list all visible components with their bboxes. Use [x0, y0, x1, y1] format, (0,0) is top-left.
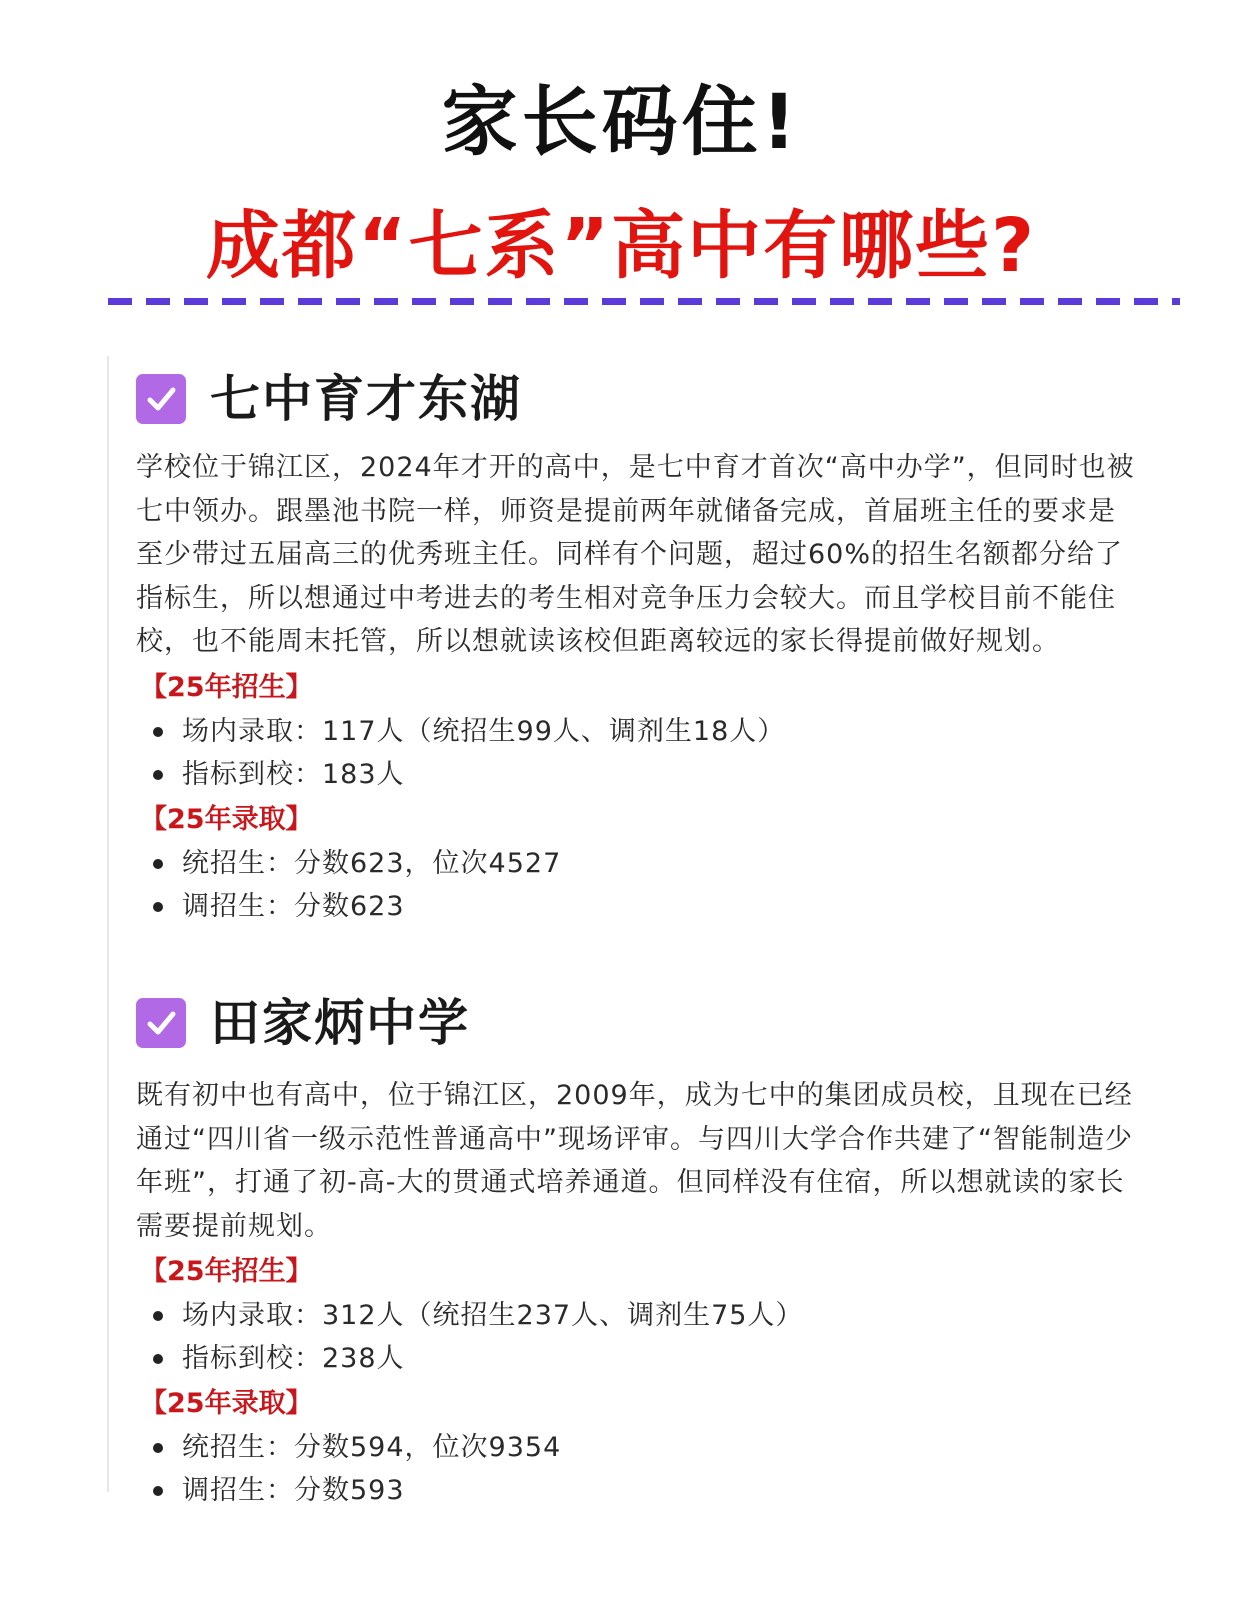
school-description: 学校位于锦江区，2024年才开的高中，是七中育才首次“高中办学”，但同时也被七中领办。跟墨池书院一样，师资是提前两年就储备完成，首届班主任的要求是至少带过五届高三的优秀班主任。同样有个问题，超过60%的招生名额都分给了指标生，所以想通过中考进去的考生相对竞争压力会较大。而且学校目前不能住校，也不能周末托管，所以想就读该校但距离较远的家长得提前做好规划。 — [136, 452, 1135, 657]
list-item — [136, 885, 1176, 928]
list-item — [136, 1337, 1176, 1380]
admission-heading: 【25年录取】 — [140, 1388, 313, 1419]
admission-list — [136, 1426, 1176, 1512]
dashed-divider — [108, 298, 1180, 305]
school-section-tianjiabing — [136, 982, 1176, 1512]
list-item-text: 统招生：分数594，位次9354 — [182, 1432, 562, 1463]
list-item — [136, 1294, 1176, 1337]
list-item — [136, 1426, 1176, 1469]
list-item — [136, 842, 1176, 885]
page-title: 家长码住! — [441, 77, 801, 166]
list-item — [136, 753, 1176, 796]
list-item-text: 场内录取：312人（统招生237人、调剂生75人） — [182, 1300, 804, 1331]
school-description: 既有初中也有高中，位于锦江区，2009年，成为七中的集团成员校，且现在已经通过“四川省一级示范性普通高中”现场评审。与四川大学合作共建了“智能制造少年班”，打通了初-高-大的贯通式培养通道。但同样没有住宿，所以想就读的家长需要提前规划。 — [136, 1080, 1133, 1242]
bullet-icon — [153, 1486, 163, 1496]
section-header — [136, 358, 1176, 440]
school-section-qizhong-yucai-donghu — [136, 358, 1176, 928]
list-item-text: 统招生：分数623，位次4527 — [182, 847, 562, 879]
bullet-icon — [153, 770, 163, 780]
left-border-line — [107, 356, 109, 1492]
list-item — [136, 1469, 1176, 1512]
section-header — [136, 982, 1176, 1064]
checkmark-icon — [144, 1006, 178, 1040]
page-subtitle: 成都“七系”高中有哪些? — [205, 203, 1037, 289]
bullet-icon — [153, 1311, 163, 1321]
bullet-icon — [153, 859, 163, 869]
list-item-text: 场内录取：117人（统招生99人、调剂生18人） — [182, 715, 786, 747]
bullet-icon — [153, 1443, 163, 1453]
checkbox-icon — [136, 998, 186, 1048]
enrollment-list — [136, 710, 1176, 796]
checkmark-icon — [144, 382, 178, 416]
list-item-text: 指标到校：238人 — [182, 1343, 405, 1374]
list-item-text: 指标到校：183人 — [182, 758, 405, 790]
school-name: 田家炳中学 — [210, 994, 470, 1052]
admission-list — [136, 842, 1176, 928]
admission-heading: 【25年录取】 — [140, 803, 313, 835]
school-name: 七中育才东湖 — [210, 370, 522, 428]
enrollment-heading: 【25年招生】 — [140, 1256, 313, 1287]
enrollment-list — [136, 1294, 1176, 1380]
checkbox-icon — [136, 374, 186, 424]
bullet-icon — [153, 1354, 163, 1364]
bullet-icon — [153, 902, 163, 912]
enrollment-heading: 【25年招生】 — [140, 671, 313, 703]
bullet-icon — [153, 727, 163, 737]
list-item-text: 调招生：分数593 — [182, 1475, 405, 1506]
list-item — [136, 710, 1176, 753]
list-item-text: 调招生：分数623 — [182, 890, 405, 922]
